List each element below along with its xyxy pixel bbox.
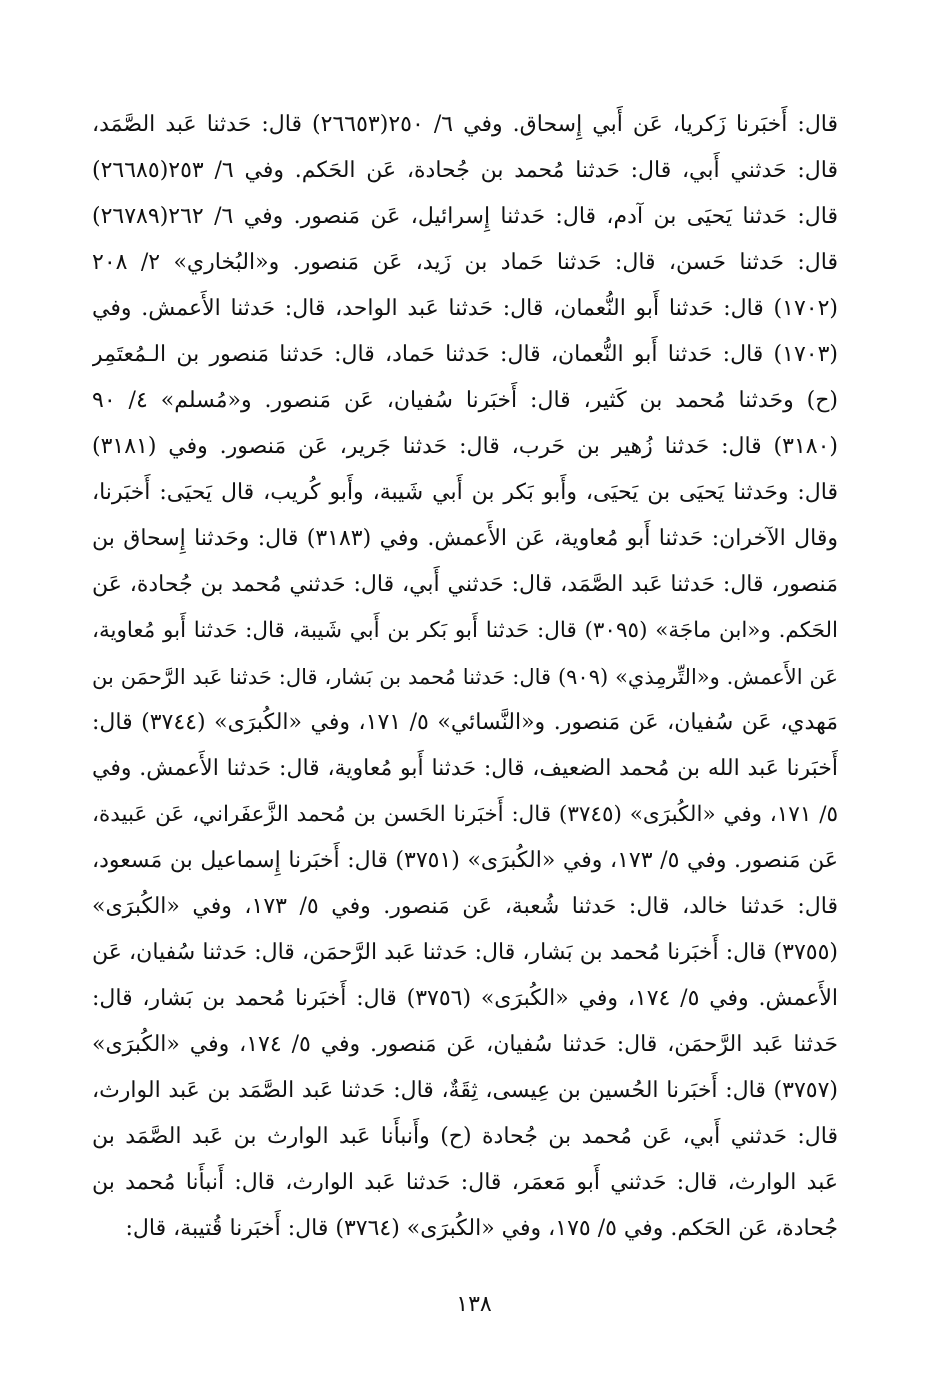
text-line-21: حَدثنا عَبد الرَّحمَن، قال: حَدثنا سُفيان، عَن مَنصور. وفي ٥/ ١٧٤، وفي «الكُبرَى» bbox=[92, 1032, 838, 1057]
text-line-20: الأَعمش. وفي ٥/ ١٧٤، وفي «الكُبرَى» (٣٧٥٦) قال: أَخبَرنا مُحمد بن بَشار، قال: bbox=[92, 986, 838, 1011]
text-line-23: قال: حَدثني أَبي، عَن مُحمد بن جُحادة (ح) وأَنبأَنا عَبد الوارث بن عَبد الصَّمَد بن bbox=[92, 1124, 838, 1149]
text-line-14: مَهدي، عَن سُفيان، عَن مَنصور. و«النَّسائي» ٥/ ١٧١، وفي «الكُبرَى» (٣٧٤٤) قال: bbox=[92, 710, 838, 735]
text-line-12: الحَكم. و«ابن ماجَة» (٣٠٩٥) قال: حَدثنا أَبو بَكر بن أَبي شَيبة، قال: حَدثنا أَبو مُعاوية، bbox=[92, 618, 838, 643]
text-line-15: أَخبَرنا عَبد الله بن مُحمد الضعيف، قال: حَدثنا أَبو مُعاوية، قال: حَدثنا الأَعمش. وفي bbox=[92, 756, 838, 781]
text-line-19: (٣٧٥٥) قال: أَخبَرنا مُحمد بن بَشار، قال: حَدثنا عَبد الرَّحمَن، قال: حَدثنا سُفيان، عَن bbox=[92, 940, 838, 965]
text-line-13: عَن الأَعمش. و«التِّرمِذي» (٩٠٩) قال: حَدثنا مُحمد بن بَشار، قال: حَدثنا عَبد الرَّحمَن بن bbox=[92, 665, 838, 689]
page-number: ١٣٨ bbox=[456, 1292, 492, 1317]
text-line-25: جُحادة، عَن الحَكم. وفي ٥/ ١٧٥، وفي «الكُبرَى» (٣٧٦٤) قال: أَخبَرنا قُتيبة، قال: bbox=[125, 1216, 838, 1241]
text-line-24: عَبد الوارث، قال: حَدثني أَبو مَعمَر، قال: حَدثنا عَبد الوارث، قال: أَنبأَنا مُحمد بن bbox=[92, 1170, 838, 1195]
text-line-10: وقال الآخران: حَدثنا أَبو مُعاوية، عَن الأَعمش. وفي (٣١٨٣) قال: وحَدثنا إِسحاق بن bbox=[92, 526, 838, 551]
text-line-6: (١٧٠٣) قال: حَدثنا أَبو النُّعمان، قال: حَدثنا حَماد، قال: حَدثنا مَنصور بن الـمُعتَمِر bbox=[92, 342, 838, 367]
text-line-2: قال: حَدثني أَبي، قال: حَدثنا مُحمد بن جُحادة، عَن الحَكم. وفي ٦/ ٢٥٣(٢٦٦٨٥) bbox=[92, 158, 838, 183]
body-text bbox=[92, 102, 838, 1252]
text-line-11: مَنصور، قال: حَدثنا عَبد الصَّمَد، قال: حَدثني أَبي، قال: حَدثني مُحمد بن جُحادة، عَن bbox=[92, 572, 838, 597]
text-line-4: قال: حَدثنا حَسن، قال: حَدثنا حَماد بن زَيد، عَن مَنصور. و«البُخاري» ٢/ ٢٠٨ bbox=[92, 250, 838, 275]
text-line-1: قال: أَخبَرنا زَكريا، عَن أَبي إِسحاق. وفي ٦/ ٢٥٠(٢٦٦٥٣) قال: حَدثنا عَبد الصَّمَد، bbox=[92, 112, 838, 137]
text-line-22: (٣٧٥٧) قال: أَخبَرنا الحُسين بن عِيسى، ثِقَةٌ، قال: حَدثنا عَبد الصَّمَد بن عَبد الوارث، bbox=[92, 1078, 838, 1103]
text-line-5: (١٧٠٢) قال: حَدثنا أَبو النُّعمان، قال: حَدثنا عَبد الواحد، قال: حَدثنا الأَعمش. وفي bbox=[92, 296, 838, 321]
text-line-18: قال: حَدثنا خالد، قال: حَدثنا شُعبة، عَن مَنصور. وفي ٥/ ١٧٣، وفي «الكُبرَى» bbox=[92, 894, 838, 919]
text-line-9: قال: وحَدثنا يَحيَى بن يَحيَى، وأَبو بَكر بن أَبي شَيبة، وأَبو كُريب، قال يَحيَى: أَخبَرنا، bbox=[92, 480, 838, 505]
text-line-17: عَن مَنصور. وفي ٥/ ١٧٣، وفي «الكُبرَى» (٣٧٥١) قال: أَخبَرنا إِسماعيل بن مَسعود، bbox=[92, 848, 838, 873]
text-line-16: ٥/ ١٧١، وفي «الكُبرَى» (٣٧٤٥) قال: أَخبَرنا الحَسن بن مُحمد الزَّعفَراني، عَن عَبيدة، bbox=[92, 802, 838, 827]
text-line-8: (٣١٨٠) قال: حَدثنا زُهير بن حَرب، قال: حَدثنا جَرير، عَن مَنصور. وفي (٣١٨١) bbox=[92, 434, 838, 459]
text-line-7: (ح) وحَدثنا مُحمد بن كَثير، قال: أَخبَرنا سُفيان، عَن مَنصور. و«مُسلم» ٤/ ٩٠ bbox=[92, 388, 838, 413]
text-line-3: قال: حَدثنا يَحيَى بن آدم، قال: حَدثنا إِسرائيل، عَن مَنصور. وفي ٦/ ٢٦٢(٢٦٧٨٩) bbox=[92, 204, 838, 229]
